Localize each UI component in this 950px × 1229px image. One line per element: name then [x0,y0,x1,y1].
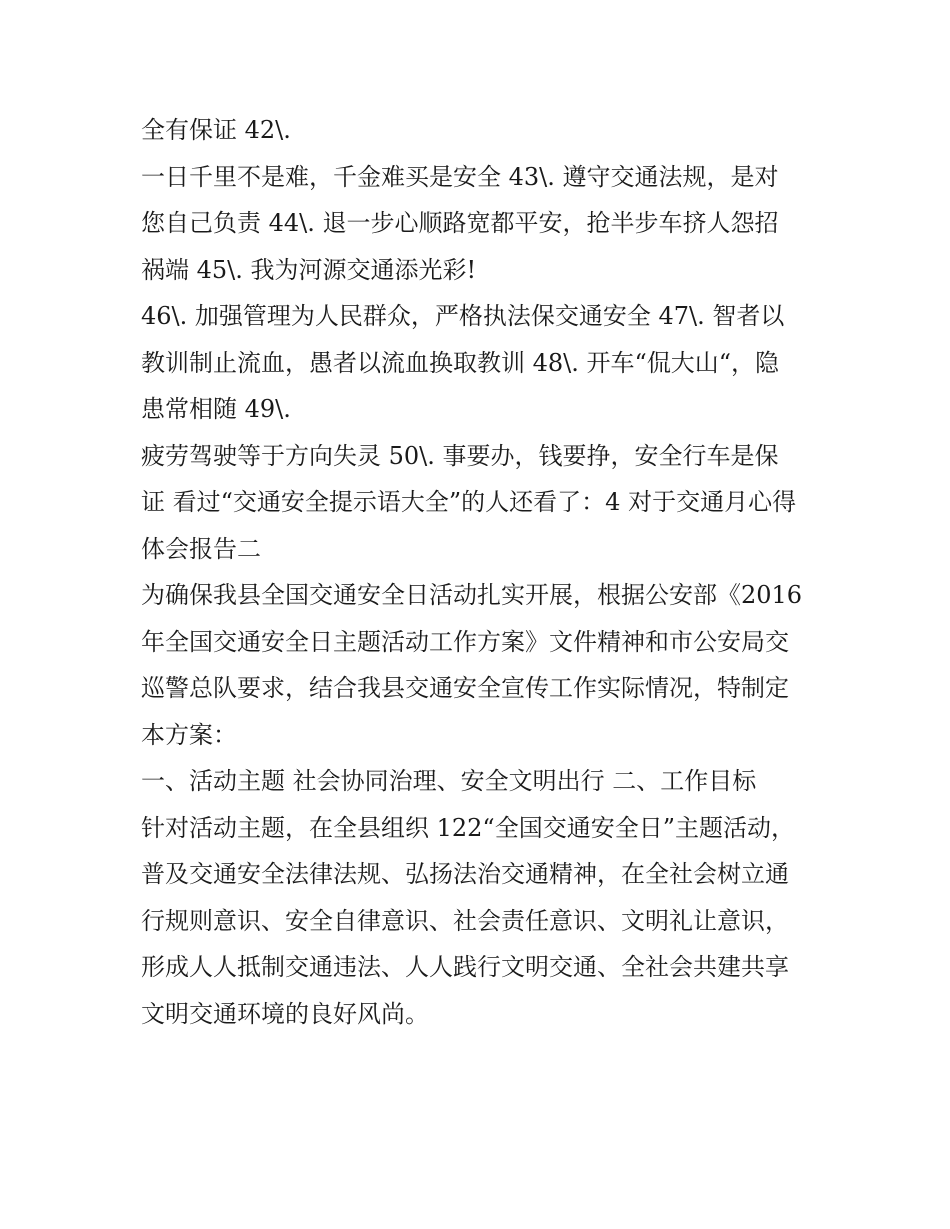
text-line: 年全国交通安全日主题活动工作方案》文件精神和市公安局交 [141,627,789,656]
document-body [141,107,831,1037]
text-line: 疲劳驾驶等于方向失灵 50\. 事要办，钱要挣，安全行车是保 [141,441,779,470]
text-line: 教训制止流血，愚者以流血换取教训 48\. 开车“侃大山“，隐 [141,348,780,377]
text-line: 本方案： [141,720,237,749]
text-line: 一日千里不是难，千金难买是安全 43\. 遵守交通法规，是对 [141,162,779,191]
text-line: 一、活动主题 社会协同治理、安全文明出行 二、工作目标 [141,767,757,795]
text-line: 行规则意识、安全自律意识、社会责任意识、文明礼让意识， [141,906,789,935]
text-line: 体会报告二 [141,534,261,563]
text-line: 巡警总队要求，结合我县交通安全宣传工作实际情况，特制定 [141,674,789,702]
text-line: 为确保我县全国交通安全日活动扎实开展，根据公安部《2016 [141,581,803,609]
text-line: 患常相随 49\. [141,395,291,423]
text-line: 普及交通安全法律法规、弘扬法治交通精神，在全社会树立通 [141,860,789,888]
text-line: 祸端 45\. 我为河源交通添光彩! [141,255,477,284]
text-line: 46\. 加强管理为人民群众，严格执法保交通安全 47\. 智者以 [141,302,785,330]
text-line: 针对活动主题，在全县组织 122“全国交通安全日”主题活动， [141,813,795,842]
text-line: 全有保证 42\. [141,116,291,144]
text-line: 文明交通环境的良好风尚。 [141,999,429,1028]
text-line: 形成人人抵制交通违法、人人践行文明交通、全社会共建共享 [141,953,789,981]
text-line: 证 看过“交通安全提示语大全”的人还看了：4 对于交通月心得 [141,488,797,516]
text-line: 您自己负责 44\. 退一步心顺路宽都平安，抢半步车挤人怨招 [141,209,779,237]
